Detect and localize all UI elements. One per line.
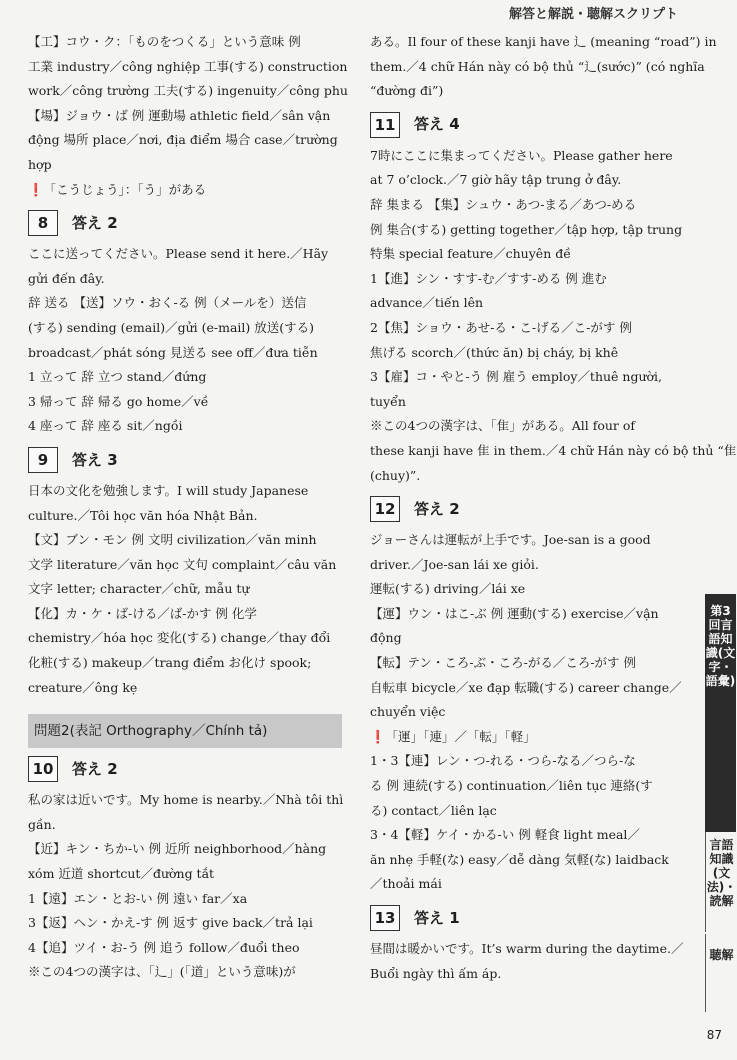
answer-label: 答え 4 (414, 115, 460, 134)
answer-heading (28, 445, 346, 475)
answer-label: 答え 1 (414, 908, 460, 927)
text-line: 【近】キン・ちか-い 例 近所 neighborhood／hàng (28, 841, 327, 857)
text-line: 【転】テン・ころ-ぶ・ころ-がる／ころ-がす 例 (370, 655, 637, 671)
text-line: 辞 集まる 【集】シュウ・あつ-まる／あつ-める (370, 196, 637, 212)
text-line: ※この4つの漢字は、「隹」がある。All four of (370, 418, 636, 434)
answer-label: 答え 2 (414, 499, 460, 518)
sidebar-tab-listening: 聴解 (705, 934, 737, 1012)
text-line: 4 座って 辞 座る sit／ngồi (28, 418, 183, 434)
text-line: 【文】ブン・モン 例 文明 civilization／văn minh (28, 532, 317, 548)
text-line: chuyển việc (370, 704, 446, 720)
answer-heading (370, 903, 676, 933)
question-number: 10 (28, 756, 58, 782)
answer-heading (370, 110, 676, 140)
page-number: 87 (706, 1028, 722, 1042)
text-line: 工業 industry／công nghiệp 工事(する) construction (28, 58, 348, 74)
text-line: 自転車 bicycle／xe đạp 転職(する) career change／ (370, 679, 682, 695)
text-line: advance／tiến lên (370, 295, 484, 311)
text-line: Buổi ngày thì ấm áp. (370, 965, 502, 981)
text-line: 1 立って 辞 立つ stand／đứng (28, 369, 207, 385)
text-line: at 7 o’clock.／7 giờ hãy tập trung ở đây. (370, 172, 622, 188)
sidebar-tab-grammar-reading: 言語知識(文法)・読解 (705, 832, 737, 932)
text-line: 文字 letter; character／chữ, mẫu tự (28, 581, 250, 597)
left-column (28, 30, 346, 985)
text-line: ❗「運」「連」／「転」「軽」 (370, 728, 536, 744)
text-line: ここに送ってください。Please send it here.／Hãy (28, 246, 329, 262)
text-line: gửi đến đây. (28, 270, 105, 286)
text-line: 日本の文化を勉強します。I will study Japanese (28, 482, 309, 498)
text-line: these kanji have 隹 in them.／4 chữ Hán này có bộ thủ “隹 (370, 442, 737, 458)
answer-label: 答え 2 (72, 213, 118, 232)
text-line: 焦げる scorch／(thức ăn) bị cháy, bị khê (370, 344, 619, 360)
sidebar-tab-vocabulary: 第3回言語知識(文字・語彙) (705, 594, 736, 834)
text-line: 1【進】シン・すす-む／すす-める 例 進む (370, 270, 607, 286)
text-line: creature／ông kẹ (28, 679, 138, 695)
question-number: 11 (370, 112, 400, 138)
text-line: 2【焦】ショウ・あせ-る・こ-げる／こ-がす 例 (370, 319, 632, 335)
question-number: 8 (28, 210, 58, 236)
text-line: tuyển (370, 393, 406, 409)
answer-label: 答え 2 (72, 759, 118, 778)
text-line: xóm 近道 shortcut／đường tắt (28, 866, 215, 882)
text-line: ある。Il four of these kanji have 辶 (meaning “road”) in (370, 34, 717, 49)
text-line: động (370, 630, 402, 646)
text-line: gần. (28, 816, 56, 832)
text-line: ※この4つの漢字は、「辶」(「道」という意味)が (28, 964, 296, 980)
text-line: 【運】ウン・はこ-ぶ 例 運動(する) exercise／vận (370, 605, 659, 621)
text-line: them.／4 chữ Hán này có bộ thủ “辶(sước)” (có nghĩa (370, 58, 705, 74)
text-line: ăn nhẹ 手軽(な) easy／dễ dàng 気軽(な) laidback (370, 851, 669, 867)
text-line: 化粧(する) makeup／trang điểm お化け spook; (28, 655, 312, 671)
answer-heading (28, 208, 346, 238)
text-line: ❗「こうじょう」：「う」がある (28, 181, 207, 197)
text-line: 3 帰って 辞 帰る go home／về (28, 393, 209, 409)
text-line: 文学 literature／văn học 文句 complaint／câu văn (28, 556, 337, 572)
text-line: culture.／Tôi học văn hóa Nhật Bản. (28, 507, 258, 523)
text-line: 4【追】ツイ・お-う 例 追う follow／đuổi theo (28, 939, 300, 955)
question-number: 9 (28, 447, 58, 473)
page-header: 解答と解説・聴解スクリプト (508, 7, 678, 22)
text-line: 3・4【軽】ケイ・かる-い 例 軽食 light meal／ (370, 827, 640, 843)
text-line: る) contact／liên lạc (370, 802, 497, 818)
answer-heading (28, 754, 346, 784)
text-line: work／công trường 工夫(する) ingenuity／công phu (28, 83, 348, 99)
answer-heading (370, 494, 676, 524)
text-line: 特集 special feature／chuyên đề (370, 246, 571, 262)
text-line: 昼間は暖かいです。It’s warm during the daytime.／ (370, 941, 684, 956)
text-line: 3【返】ヘン・かえ-す 例 返す give back／trả lại (28, 915, 313, 931)
text-line: 1【遠】エン・とお-い 例 遠い far／xa (28, 890, 248, 906)
text-line: 辞 送る 【送】ソウ・おく-る 例（メールを）送信 (28, 295, 307, 311)
section-heading: 問題2(表記 Orthography／Chính tả) (28, 714, 342, 748)
text-line: chemistry／hóa học 変化(する) change／thay đổi (28, 630, 331, 646)
text-line: ／thoải mái (370, 876, 442, 892)
question-number: 12 (370, 496, 400, 522)
text-line: động 場所 place／nơi, địa điểm 場合 case／trường (28, 132, 338, 148)
text-line: (chuy)”. (370, 467, 421, 483)
text-line: 【工】コウ・ク：「ものをつくる」という意味 例 (28, 34, 301, 49)
text-line: 例 集合(する) getting together／tập hợp, tập trung (370, 221, 683, 237)
text-line: hợp (28, 156, 52, 172)
text-line: 【場】ジョウ・ば 例 運動場 athletic field／sân vận (28, 107, 331, 123)
text-line: 3【雇】コ・やと-う 例 雇う employ／thuê người, (370, 369, 663, 385)
text-line: broadcast／phát sóng 見送る see off／đưa tiễn (28, 344, 318, 360)
text-line: る 例 連続(する) continuation／liên tục 連絡(す (370, 778, 653, 794)
text-line: 【化】カ・ケ・ば-ける／ば-かす 例 化学 (28, 605, 257, 621)
text-line: 運転(する) driving／lái xe (370, 581, 526, 597)
text-line: ジョーさんは運転が上手です。Joe-san is a good (370, 532, 651, 548)
text-line: 1・3【連】レン・つ-れる・つら-なる／つら-な (370, 753, 636, 769)
text-line: 7時にここに集まってください。Please gather here (370, 147, 673, 163)
question-number: 13 (370, 905, 400, 931)
answer-label: 答え 3 (72, 450, 118, 469)
text-line: driver.／Joe-san lái xe giỏi. (370, 556, 539, 572)
text-line: (する) sending (email)／gửi (e-mail) 放送(する) (28, 319, 314, 335)
text-line: “đường đi”) (370, 83, 444, 99)
text-line: 私の家は近いです。My home is nearby.／Nhà tôi thì (28, 792, 344, 808)
